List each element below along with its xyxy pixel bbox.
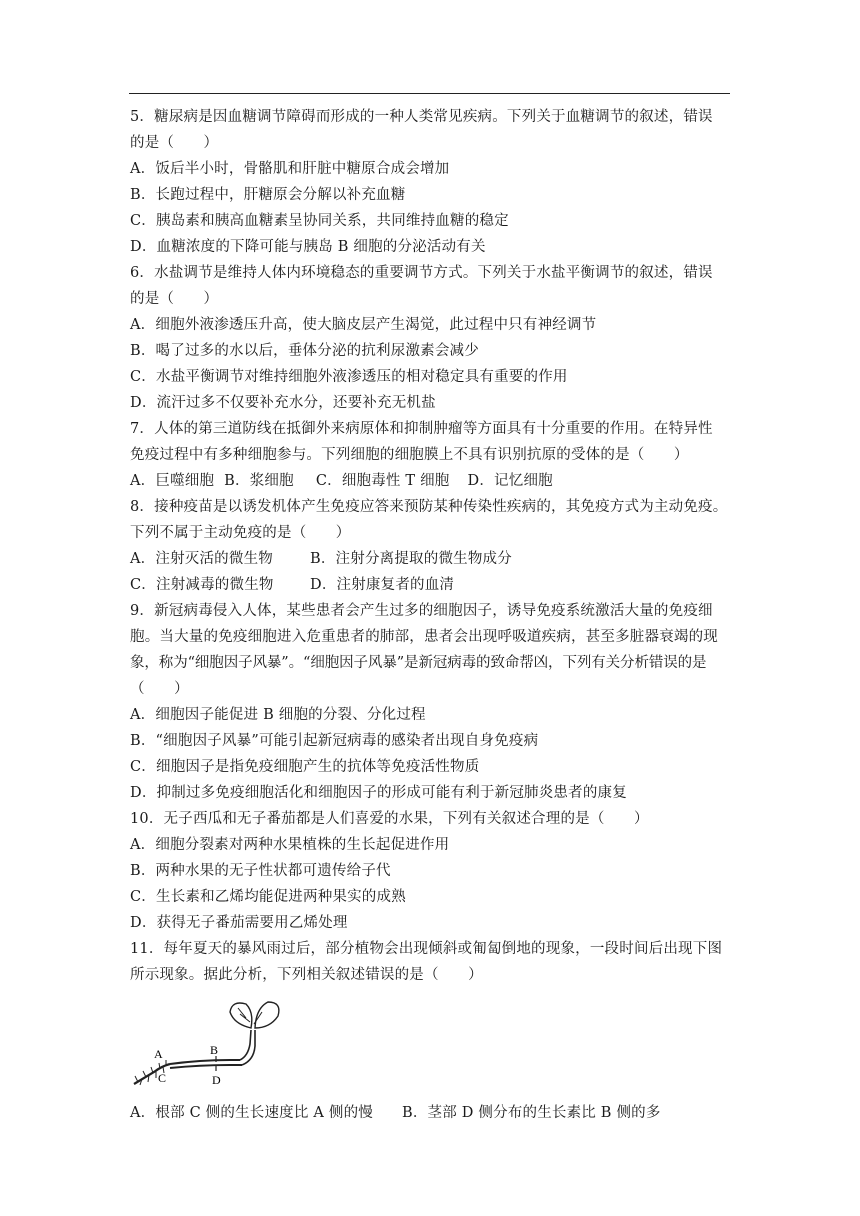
question-stem: 所示现象。据此分析，下列相关叙述错误的是（ ） — [130, 967, 483, 983]
question-stem: 7．人体的第三道防线在抵御外来病原体和抑制肿瘤等方面具有十分重要的作用。在特异性 — [130, 421, 713, 437]
question-stem: 的是（ ） — [130, 135, 219, 151]
option-d: D．获得无子番茄需要用乙烯处理 — [130, 915, 348, 931]
question-stem: 8．接种疫苗是以诱发机体产生免疫应答来预防某种传染性疾病的，其免疫方式为主动免疫。 — [130, 499, 728, 515]
option-b: B．长跑过程中，肝糖原会分解以补充血糖 — [130, 187, 406, 203]
option-d: D．血糖浓度的下降可能与胰岛 B 细胞的分泌活动有关 — [130, 239, 486, 255]
question-stem: （ ） — [130, 681, 189, 697]
option-d: D．流汗过多不仅要补充水分，还要补充无机盐 — [130, 395, 436, 411]
question-11 — [130, 936, 736, 1126]
option-row — [130, 468, 736, 494]
question-stem: 胞。当大量的免疫细胞进入危重患者的肺部，患者会出现呼吸道疾病，甚至多脏器衰竭的现 — [130, 629, 718, 645]
option-b: B．茎部 D 侧分布的生长素比 B 侧的多 — [402, 1105, 661, 1121]
question-stem: 下列不属于主动免疫的是（ ） — [130, 525, 351, 541]
option-row — [130, 572, 736, 598]
label-a: A — [154, 1047, 163, 1061]
header-rule — [129, 93, 730, 94]
question-10 — [130, 806, 736, 936]
shoot — [240, 1030, 251, 1060]
plant-figure — [130, 988, 736, 1100]
option-a: A．根部 C 侧的生长速度比 A 侧的慢 — [130, 1105, 373, 1121]
option-c: C．水盐平衡调节对维持细胞外液渗透压的相对稳定具有重要的作用 — [130, 369, 568, 385]
question-stem: 10．无子西瓜和无子番茄都是人们喜爱的水果，下列有关叙述合理的是（ ） — [130, 811, 649, 827]
question-9 — [130, 598, 736, 806]
option-c: C．注射减毒的微生物 — [130, 577, 274, 593]
option-b: B．喝了过多的水以后，垂体分泌的抗利尿激素会减少 — [130, 343, 479, 359]
option-a: A．饭后半小时，骨骼肌和肝脏中糖原合成会增加 — [130, 161, 450, 177]
option-b: B．两种水果的无子性状都可遗传给子代 — [130, 863, 391, 879]
stem-lower-edge — [170, 1065, 242, 1068]
option-d: D．抑制过多免疫细胞活化和细胞因子的形成可能有利于新冠肺炎患者的康复 — [130, 785, 627, 801]
option-row — [130, 546, 736, 572]
label-c: C — [158, 1071, 167, 1085]
option-b: B．注射分离提取的微生物成分 — [310, 551, 512, 567]
option-d: D．记忆细胞 — [467, 473, 553, 489]
label-b: B — [210, 1043, 219, 1057]
question-6 — [130, 260, 736, 416]
option-a: A．注射灭活的微生物 — [130, 551, 273, 567]
question-list — [130, 104, 736, 1126]
question-stem: 6．水盐调节是维持人体内环境稳态的重要调节方式。下列关于水盐平衡调节的叙述，错误 — [130, 265, 713, 281]
option-b: B．“细胞因子风暴”可能引起新冠病毒的感染者出现自身免疫病 — [130, 733, 539, 749]
label-d: D — [212, 1073, 221, 1087]
option-a: A．细胞因子能促进 B 细胞的分裂、分化过程 — [130, 707, 426, 723]
question-5 — [130, 104, 736, 260]
option-c: C．生长素和乙烯均能促进两种果实的成熟 — [130, 889, 406, 905]
option-d: D．注射康复者的血清 — [310, 577, 455, 593]
question-stem: 5．糖尿病是因血糖调节障碍而形成的一种人类常见疾病。下列关于血糖调节的叙述，错误 — [130, 109, 713, 125]
question-stem: 免疫过程中有多种细胞参与。下列细胞的细胞膜上不具有识别抗原的受体的是（ ） — [130, 447, 689, 463]
leaf-left — [230, 1003, 252, 1028]
question-7 — [130, 416, 736, 494]
option-c: C．细胞因子是指免疫细胞产生的抗体等免疫活性物质 — [130, 759, 480, 775]
option-a: A．巨噬细胞 — [130, 473, 215, 489]
fallen-plant-illustration — [130, 994, 300, 1094]
option-c: C．胰岛素和胰高血糖素呈协同关系，共同维持血糖的稳定 — [130, 213, 509, 229]
option-b: B．浆细胞 — [224, 473, 294, 489]
question-stem: 的是（ ） — [130, 291, 219, 307]
option-a: A．细胞外液渗透压升高，使大脑皮层产生渴觉，此过程中只有神经调节 — [130, 317, 597, 333]
option-a: A．细胞分裂素对两种水果植株的生长起促进作用 — [130, 837, 450, 853]
question-stem: 9．新冠病毒侵入人体，某些患者会产生过多的细胞因子，诱导免疫系统激活大量的免疫细 — [130, 603, 713, 619]
option-row — [130, 1100, 736, 1126]
option-c: C．细胞毒性 T 细胞 — [315, 473, 450, 489]
stem-upper-edge — [170, 1060, 240, 1064]
leaf-right — [255, 1002, 279, 1028]
question-8 — [130, 494, 736, 598]
question-stem: 11．每年夏天的暴风雨过后，部分植物会出现倾斜或匍匐倒地的现象，一段时间后出现下图 — [130, 941, 723, 957]
question-stem: 象，称为“细胞因子风暴”。“细胞因子风暴”是新冠病毒的致命帮凶，下列有关分析错误的是 — [130, 655, 707, 671]
